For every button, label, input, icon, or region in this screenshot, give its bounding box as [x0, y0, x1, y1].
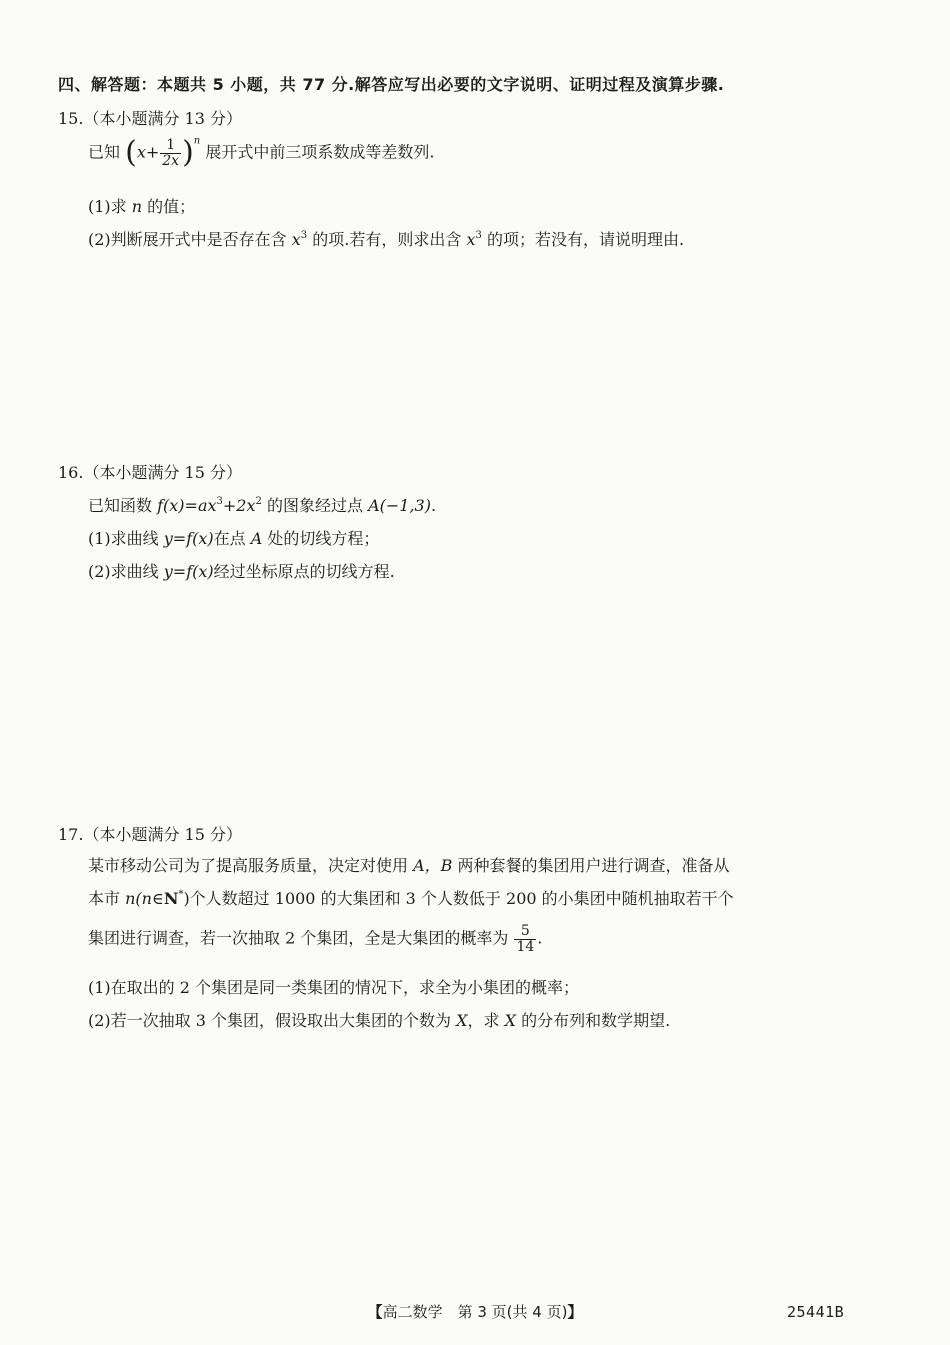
q15-stem-suffix: 展开式中前三项系数成等差数列.	[205, 142, 435, 162]
q15-p2-c: 的项；若没有，请说明理由.	[486, 230, 685, 249]
q16-stem-mid: +2x	[222, 496, 256, 515]
q15-part1	[88, 194, 195, 217]
q15-part2	[88, 227, 684, 250]
q16-p2-a: (2)求曲线	[88, 562, 159, 581]
q17-fraction	[514, 924, 536, 954]
q15-p1-prefix: (1)求	[88, 197, 127, 216]
q16-stem	[88, 493, 436, 516]
q17-frac-num: 5	[520, 923, 530, 939]
q17-l1-AB: A，B	[413, 856, 453, 875]
exam-code: 25441B	[787, 1303, 845, 1321]
q15-frac-num: 1	[166, 137, 176, 153]
q17-p2-X1: X	[456, 1011, 468, 1030]
q16-p1-c: 处的切线方程；	[267, 529, 380, 548]
q15-stem	[88, 135, 435, 171]
q15-p1-suffix: 的值；	[147, 197, 196, 216]
q17-l2-a: 本市	[88, 889, 121, 908]
q17-part1: (1)在取出的 2 个集团是同一类集团的情况下，求全为小集团的概率；	[88, 978, 580, 997]
q15-frac-den: 2x	[162, 152, 180, 169]
q17-l2-b: )个人数超过 1000 的大集团和 3 个人数低于 200 的小集团中随机抽取若干个	[183, 889, 734, 908]
q16-p1-a: (1)求曲线	[88, 529, 159, 548]
q15-fraction	[160, 138, 181, 168]
q17-l2-star: *	[178, 889, 184, 900]
q16-stem-f: f(x)=ax	[157, 496, 217, 515]
q17-l2-N: N	[163, 889, 179, 908]
q16-stem-exp2: 2	[255, 496, 262, 507]
q17-l1-a: 某市移动公司为了提高服务质量，决定对使用	[88, 856, 409, 875]
q16-part2	[88, 559, 395, 582]
q16-p1-b: 在点	[213, 529, 246, 548]
q15-left-paren: (	[125, 135, 137, 171]
q17-p2-X2: X	[504, 1011, 517, 1030]
q17-line3	[88, 924, 542, 954]
q15-p2-a: (2)判断展开式中是否存在含	[88, 230, 287, 249]
section-heading: 四、解答题：本题共 5 小题，共 77 分.解答应写出必要的文字说明、证明过程及演算步骤.	[58, 75, 725, 94]
q17-line2	[88, 886, 734, 909]
q17-l1-b: 两种套餐的集团用户进行调查，准备从	[457, 856, 730, 875]
q17-p2-a: (2)若一次抽取 3 个集团，假设取出大集团的个数为	[88, 1011, 452, 1030]
q17-heading: 17.（本小题满分 15 分）	[58, 825, 242, 844]
q17-l3-end: .	[537, 928, 543, 948]
q16-p1-A: A	[250, 529, 263, 548]
q15-expr-x: x	[136, 142, 146, 162]
q17-l2-n: n(n∈	[125, 889, 164, 908]
footer-page-info: 高二数学 第 3 页(共 4 页)	[382, 1303, 568, 1321]
q16-p1-f: y=f(x)	[163, 529, 214, 548]
q17-p2-b: ，求	[467, 1011, 500, 1030]
q15-p1-var: n	[131, 197, 143, 216]
q16-p2-b: 经过坐标原点的切线方程.	[213, 562, 395, 581]
q17-l3-a: 集团进行调查，若一次抽取 2 个集团，全是大集团的概率为	[88, 928, 509, 948]
q17-line1	[88, 853, 730, 876]
q17-p2-c: 的分布列和数学期望.	[521, 1011, 671, 1030]
q16-stem-a: 已知函数	[88, 496, 153, 515]
q16-heading: 16.（本小题满分 15 分）	[58, 463, 242, 482]
q15-p2-var1: x	[291, 230, 301, 249]
q17-part2	[88, 1008, 670, 1031]
q15-p2-var2: x	[466, 230, 476, 249]
q16-stem-point: A(−1,3).	[368, 496, 437, 515]
q15-expr-plus: +	[145, 142, 160, 162]
q15-right-paren: )	[182, 135, 194, 171]
q17-frac-den: 14	[516, 938, 535, 955]
q15-p2-exp1: 3	[300, 230, 308, 241]
q15-p2-exp2: 3	[475, 230, 482, 241]
q16-part1	[88, 526, 379, 549]
q15-heading: 15.（本小题满分 13 分）	[58, 109, 242, 128]
q16-stem-exp1: 3	[216, 496, 223, 507]
footer-left-bracket: 【	[367, 1303, 383, 1321]
q16-stem-b: 的图象经过点	[266, 496, 363, 515]
q16-p2-f: y=f(x)	[163, 562, 214, 581]
q15-stem-prefix: 已知	[88, 142, 121, 162]
q15-power: n	[193, 135, 201, 147]
q15-p2-b: 的项.若有，则求出含	[312, 230, 462, 249]
footer-right-bracket: 】	[567, 1303, 583, 1321]
